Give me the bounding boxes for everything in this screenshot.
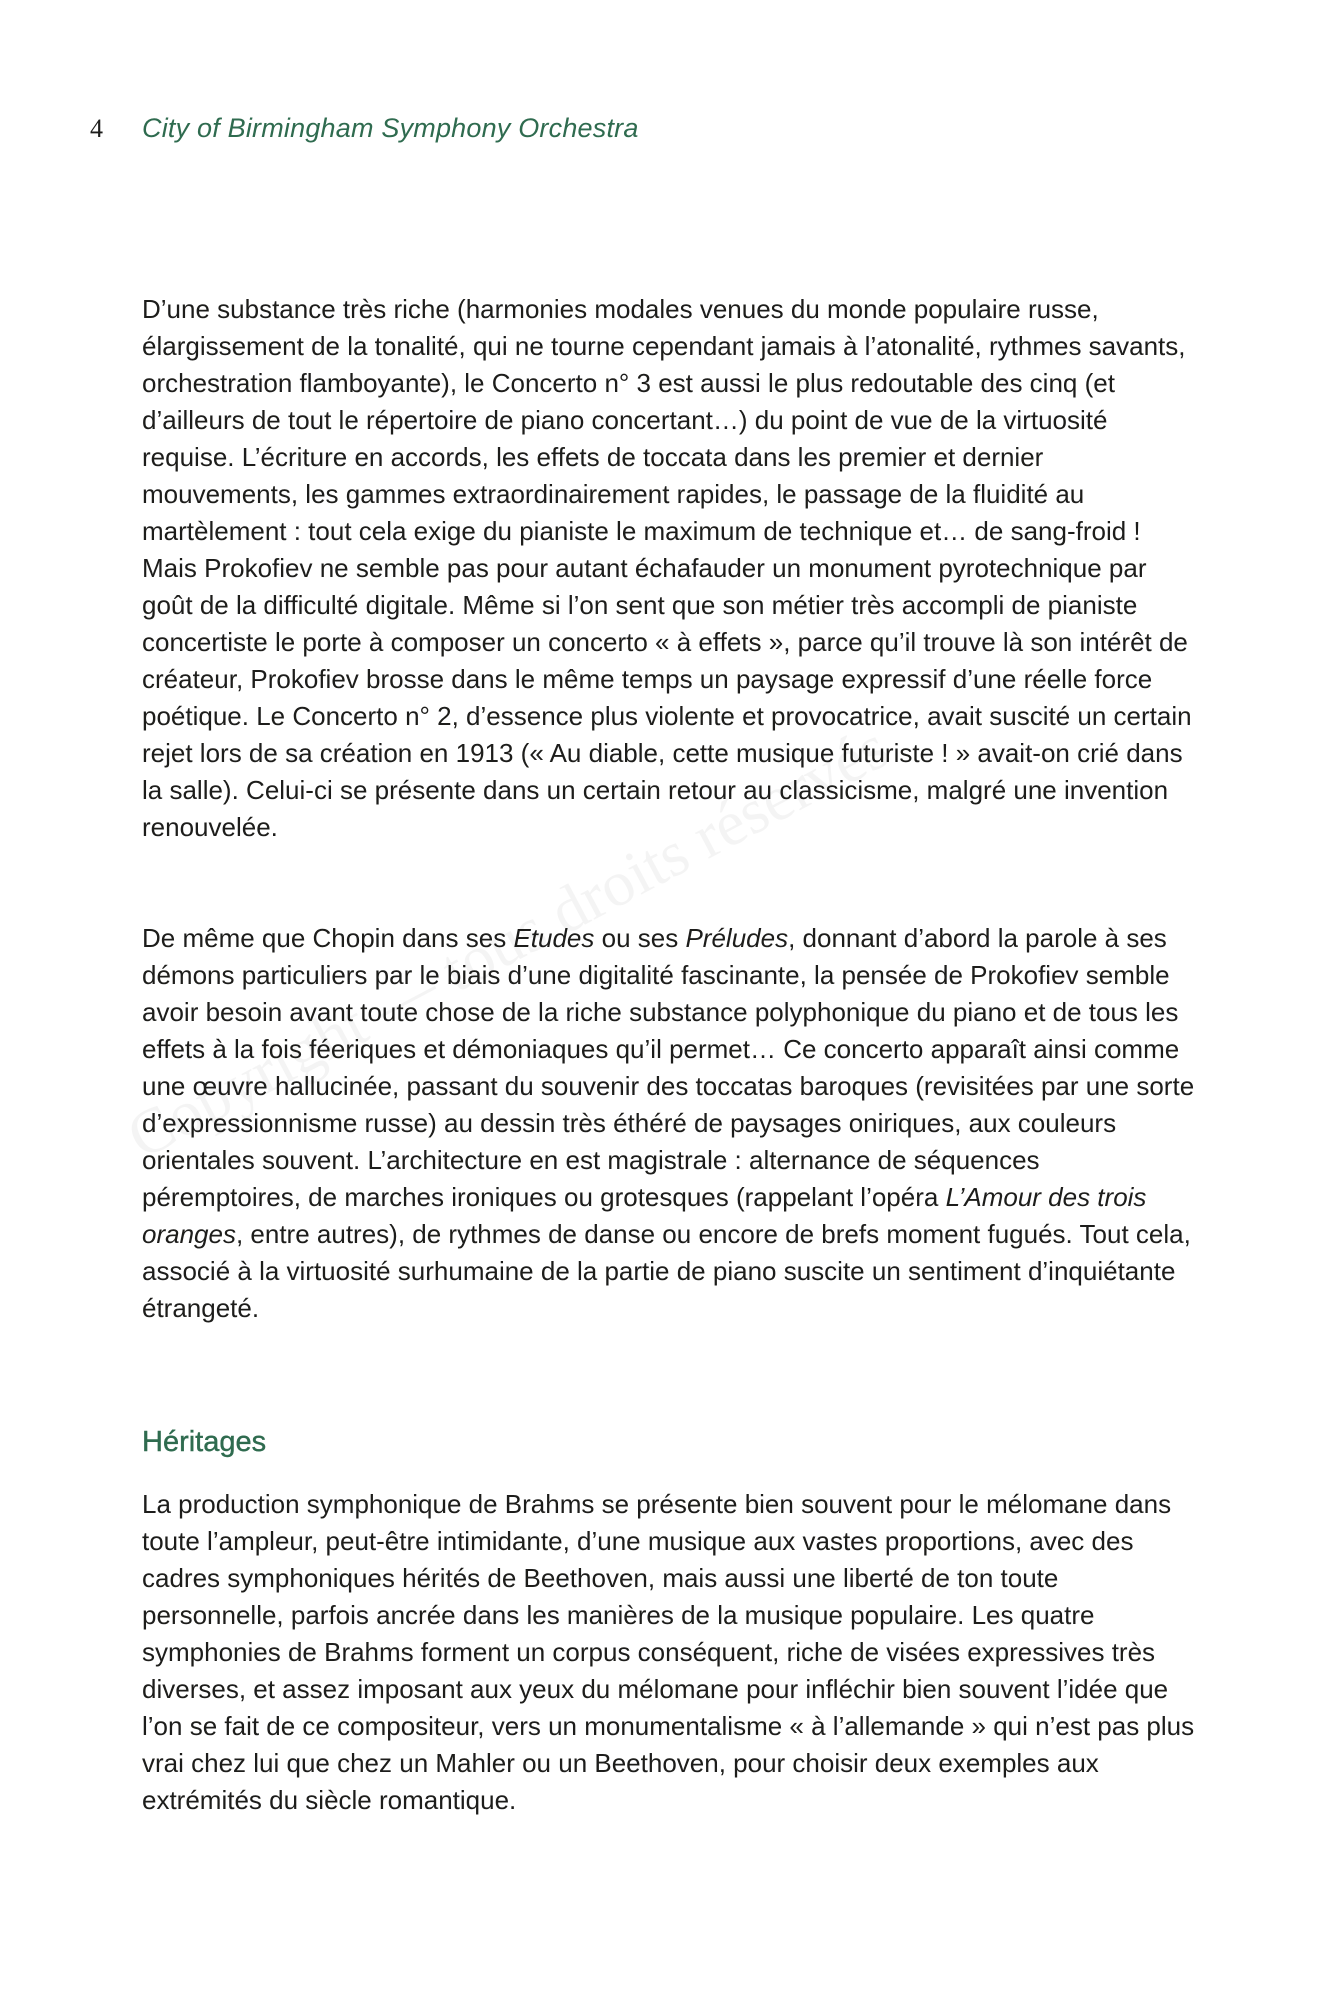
text-run: De même que Chopin dans ses [142,923,514,953]
paragraph-text [142,920,1202,1327]
paragraph-brahms [142,1486,1202,1856]
running-title: City of Birmingham Symphony Orchestra [142,113,639,143]
work-title-etudes: Etudes [513,923,595,953]
text-run: , entre autres), de rythmes de danse ou encore de brefs moment fugués. Tout cela, associé à la virtuosité surhumaine de la partie de piano suscite un sentiment d’inquiétante étrangeté. [142,1219,1191,1323]
text-run: , donnant d’abord la parole à ses démons particuliers par le biais d’une digitalité fascinante, la pensée de Prokofiev semble avoir besoin avant toute chose de la riche substance polyphonique du piano et de tous les effets à la fois féeriques et démoniaques qu’il permet… Ce concerto apparaît ainsi comme une œuvre hallucinée, passant du souvenir des toccatas baroques (revisitées par une sorte d’expressionnisme russe) au dessin très éthéré de paysages oniriques, aux couleurs orientales souvent. L’architecture en est magistrale : alternance de séquences péremptoires, de marches ironiques ou grotesques (rappelant l’opéra [142,923,1195,1212]
paragraph-chopin-comparison [142,920,1202,1364]
work-title-preludes: Préludes [685,923,789,953]
page-number: 4 [90,114,103,143]
paragraph-concerto-3 [142,291,1202,883]
work-title-amour-trois-oranges: L’Amour des trois oranges [142,1182,1147,1249]
section-heading-heritages: Héritages [142,1426,267,1458]
paragraph-text: La production symphonique de Brahms se présente bien souvent pour le mélomane dans toute l’ampleur, peut-être intimidante, d’une musique aux vastes proportions, avec des cadres symphoniques hérités de Beethoven, mais aussi une liberté de ton toute personnelle, parfois ancrée dans les manières de la musique populaire. Les quatre symphonies de Brahms forment un corpus conséquent, riche de visées expressives très diverses, et assez imposant aux yeux du mélomane pour infléchir bien souvent l’idée que l’on se fait de ce compositeur, vers un monumentalisme « à l’allemande » qui n’est pas plus vrai chez lui que chez un Mahler ou un Beethoven, pour choisir deux exemples aux extrémités du siècle romantique. [142,1489,1195,1815]
paragraph-text: D’une substance très riche (harmonies modales venues du monde populaire russe, élargissement de la tonalité, qui ne tourne cependant jamais à l’atonalité, rythmes savants, orchestration flamboyante), le Concerto n° 3 est aussi le plus redoutable des cinq (et d’ailleurs de tout le répertoire de piano concertant…) du point de vue de la virtuosité requise. L’écriture en accords, les effets de toccata dans les premier et dernier mouvements, les gammes extraordinairement rapides, le passage de la fluidité au martèlement : tout cela exige du pianiste le maximum de technique et… de sang-froid ! Mais Prokofiev ne semble pas pour autant échafauder un monument pyrotechnique par goût de la difficulté digitale. Même si l’on sent que son métier très accompli de pianiste concertiste le porte à composer un concerto « à effets », parce qu’il trouve là son intérêt de créateur, Prokofiev brosse dans le même temps un paysage expressif d’une réelle force poétique. Le Concerto n° 2, d’essence plus violente et provocatrice, avait suscité un certain rejet lors de sa création en 1913 (« Au diable, cette musique futuriste ! » avait-on crié dans la salle). Celui-ci se présente dans un certain retour au classicisme, malgré une invention renouvelée. [142,294,1192,842]
text-run: ou ses [594,923,686,953]
